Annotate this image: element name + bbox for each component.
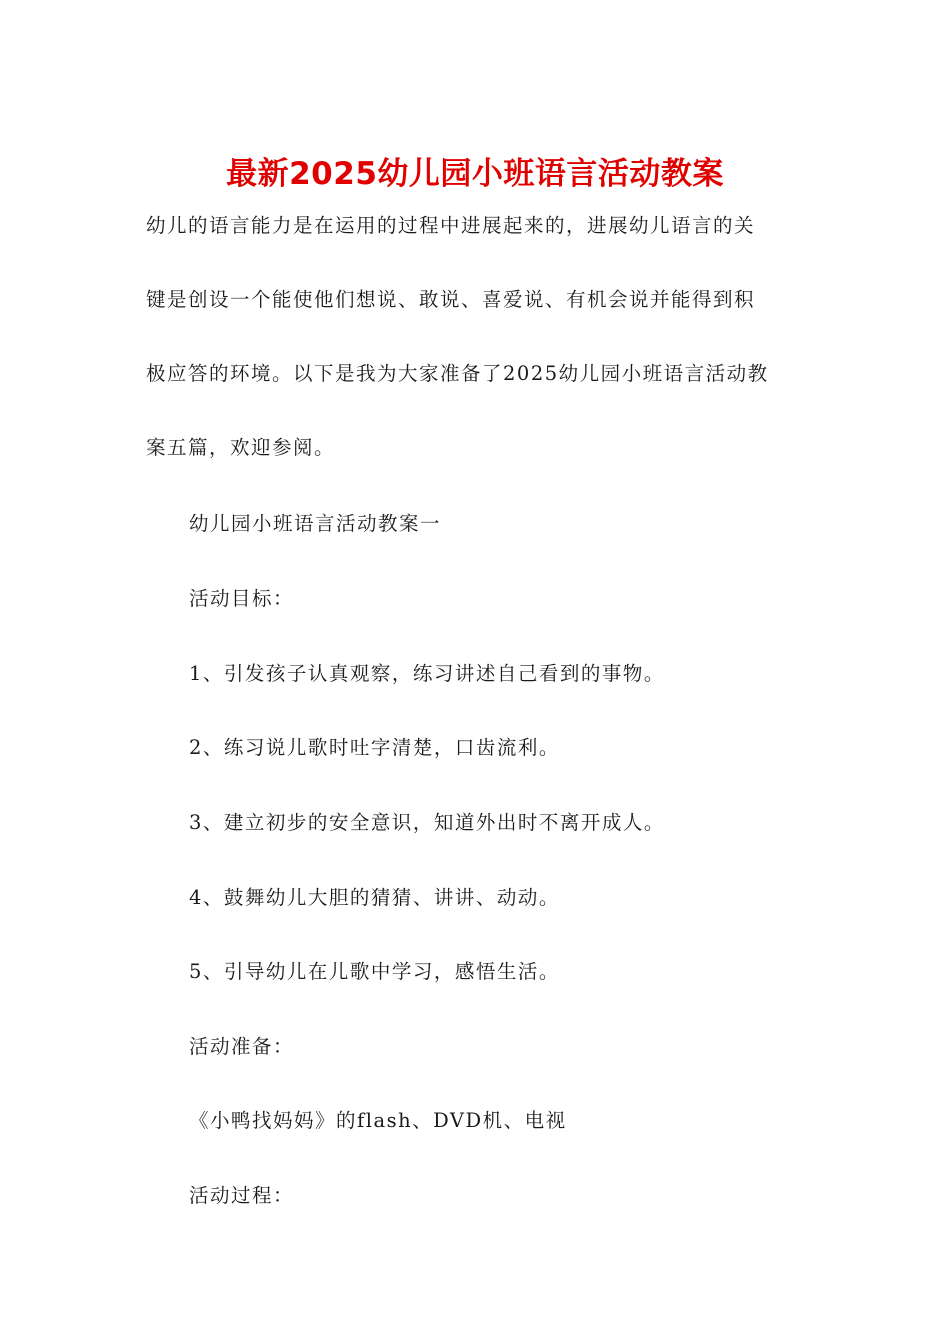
goal-item-3: 3、建立初步的安全意识，知道外出时不离开成人。 [189, 811, 665, 834]
process-heading: 活动过程： [189, 1184, 295, 1207]
goal-item-4: 4、鼓舞幼儿大胆的猜猜、讲讲、动动。 [189, 886, 560, 909]
goal-item-5: 5、引导幼儿在儿歌中学习，感悟生活。 [189, 960, 560, 983]
intro-line-2: 键是创设一个能使他们想说、敢说、喜爱说、有机会说并能得到积 [146, 288, 756, 311]
prep-text: 《小鸭找妈妈》的flash、DVD机、电视 [189, 1109, 567, 1132]
intro-line-4: 案五篇，欢迎参阅。 [146, 436, 336, 459]
section-title: 幼儿园小班语言活动教案一 [189, 512, 442, 535]
document-title: 最新2025幼儿园小班语言活动教案 [226, 156, 724, 192]
prep-heading: 活动准备： [189, 1035, 295, 1058]
goals-heading: 活动目标： [189, 587, 295, 610]
goal-item-1: 1、引发孩子认真观察，练习讲述自己看到的事物。 [189, 662, 665, 685]
intro-line-1: 幼儿的语言能力是在运用的过程中进展起来的，进展幼儿语言的关 [146, 214, 756, 237]
intro-line-3: 极应答的环境。以下是我为大家准备了2025幼儿园小班语言活动教 [146, 362, 769, 385]
goal-item-2: 2、练习说儿歌时吐字清楚，口齿流利。 [189, 736, 560, 759]
